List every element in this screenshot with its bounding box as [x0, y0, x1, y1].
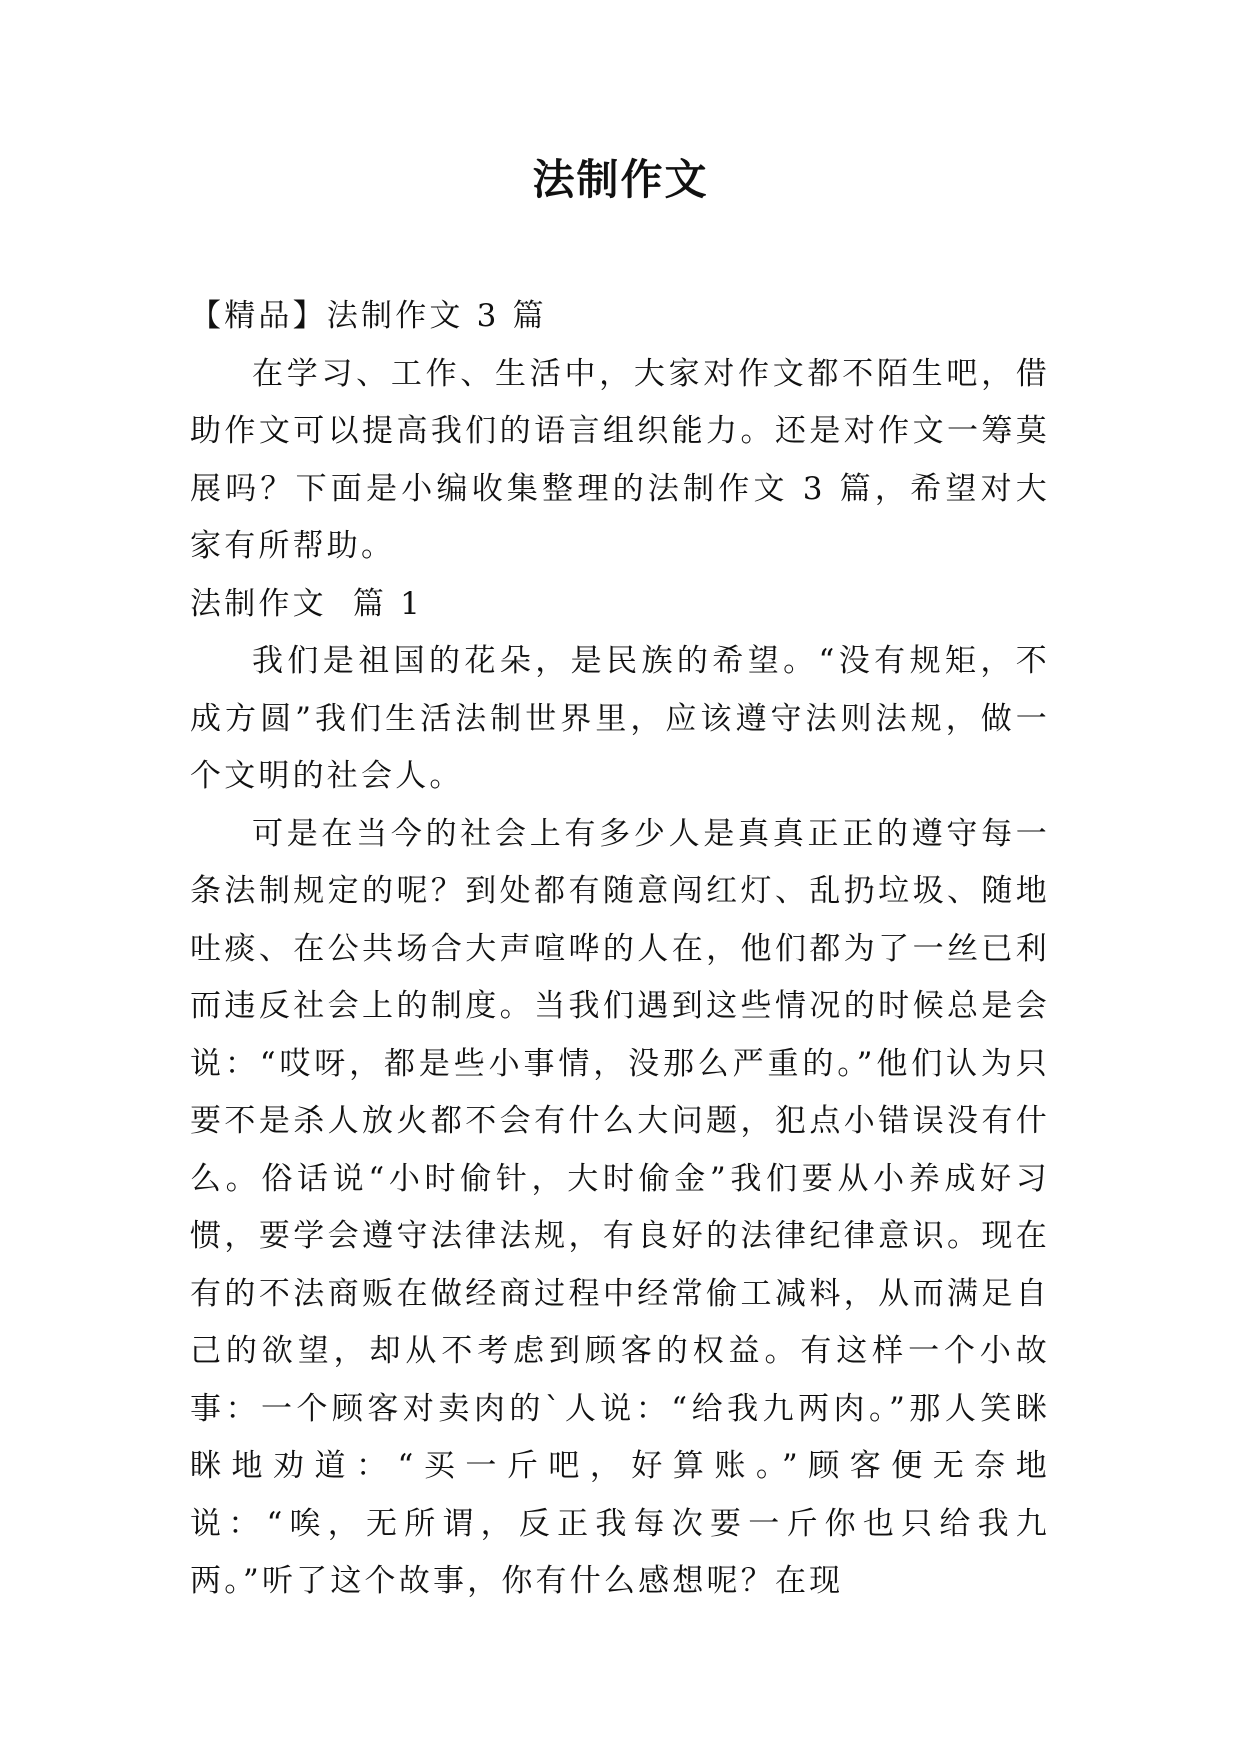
document-body: [190, 288, 1050, 1611]
body-paragraph: 我们是祖国的花朵，是民族的希望。“没有规矩，不成方圆”我们生活法制世界里，应该遵守法则法规，做一个文明的社会人。: [190, 643, 1050, 794]
body-paragraph: 可是在当今的社会上有多少人是真真正正的遵守每一条法制规定的呢？到处都有随意闯红灯、乱扔垃圾、随地吐痰、在公共场合大声喧哗的人在，他们都为了一丝已利而违反社会上的制度。当我们遇到这些情况的时候总是会说：“哎呀，都是些小事情，没那么严重的。”他们认为只要不是杀人放火都不会有什么大问题，犯点小错误没有什么。俗话说“小时偷针，大时偷金”我们要从小养成好习惯，要学会遵守法律法规，有良好的法律纪律意识。现在有的不法商贩在做经商过程中经常偷工减料，从而满足自己的欲望，却从不考虑到顾客的权益。有这样一个小故事：一个顾客对卖肉的`人说：“给我九两肉。”那人笑眯眯地劝道：“买一斤吧，好算账。”顾客便无奈地说：“唉，无所谓，反正我每次要一斤你也只给我九两。”听了这个故事，你有什么感想呢？在现: [190, 815, 1050, 1599]
document-subtitle: 【精品】法制作文 3 篇: [190, 298, 547, 334]
document-title: 法制作文: [532, 155, 709, 204]
section-heading: 法制作文 篇 1: [190, 585, 424, 622]
intro-paragraph: 在学习、工作、生活中，大家对作文都不陌生吧，借助作文可以提高我们的语言组织能力。还是对作文一筹莫展吗？下面是小编收集整理的法制作文 3 篇，希望对大家有所帮助。: [190, 355, 1050, 564]
